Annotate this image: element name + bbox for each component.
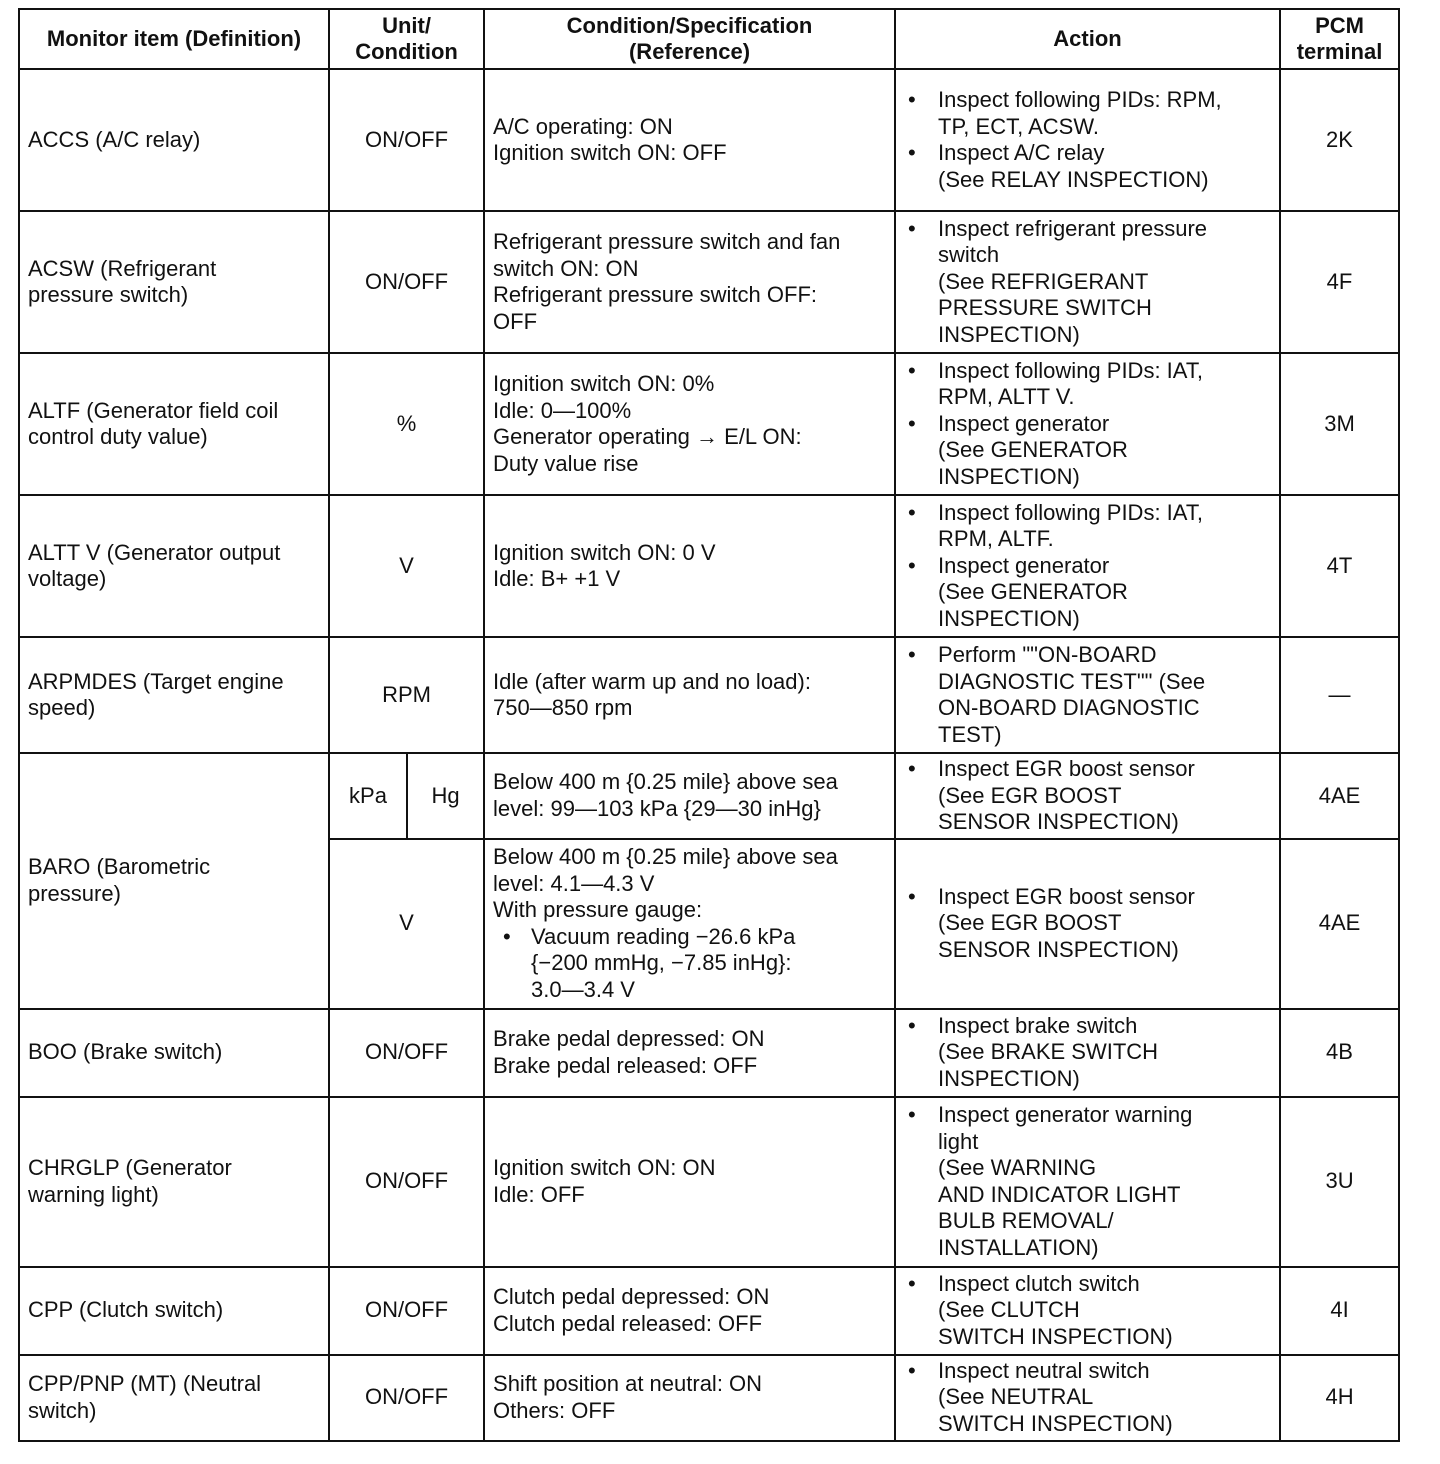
text-line: Brake pedal depressed: ON: [493, 1026, 765, 1051]
text-line: Idle: 0—100%: [493, 397, 632, 423]
text-line: Clutch pedal depressed: ON: [493, 1284, 770, 1309]
text-line: Shift position at neutral: ON: [493, 1371, 763, 1396]
text-line: ACCS (A/C relay): [28, 126, 201, 152]
action-bullet: [904, 358, 1271, 411]
text-line: TEST): [938, 721, 1002, 747]
text-line: Inspect following PIDs: IAT,: [938, 357, 1203, 383]
text-line: Refrigerant pressure switch OFF:: [493, 282, 817, 307]
unit-cell: RPM: [329, 637, 484, 753]
action-bullet-text: [938, 1102, 1271, 1261]
action-bullet-text: [938, 553, 1271, 633]
table-body-lower: [19, 1009, 1399, 1441]
action-cell: [895, 353, 1280, 495]
monitor-item-cell: [19, 1097, 329, 1267]
unit-cell: V: [329, 495, 484, 637]
monitor-item-cell: [19, 1009, 329, 1097]
text-line: pressure switch): [28, 282, 189, 307]
condition-cell: [484, 1097, 895, 1267]
text-line: pressure): [28, 880, 121, 906]
unit-cell: ON/OFF: [329, 1355, 484, 1441]
action-bullet: [904, 553, 1271, 633]
text-line: RPM, ALTF.: [938, 526, 1054, 552]
baro-condition-v-bullet-text: [531, 924, 886, 1004]
text-line: ALTT V (Generator output: [28, 539, 281, 565]
text-line: Below 400 m {0.25 mile} above sea: [493, 769, 838, 795]
text-line: BOO (Brake switch): [28, 1039, 223, 1065]
pcm-terminal-cell: 3U: [1280, 1097, 1399, 1267]
unit-cell: ON/OFF: [329, 69, 484, 211]
monitor-item-cell: [19, 211, 329, 353]
header-condition-specification: [484, 9, 895, 69]
baro-condition-v-lines: [493, 844, 886, 924]
unit-cell: ON/OFF: [329, 211, 484, 353]
monitor-item-cell: [19, 69, 329, 211]
text-line: speed): [28, 695, 96, 720]
pcm-terminal-cell: 4I: [1280, 1267, 1399, 1355]
pcm-terminal-cell: 4H: [1280, 1355, 1399, 1441]
condition-cell: [484, 1009, 895, 1097]
action-cell: [895, 211, 1280, 353]
baro-condition-v-bullet: [493, 924, 886, 1004]
action-cell: [895, 495, 1280, 637]
pid-monitor-table: [18, 8, 1400, 1442]
text-line: Inspect brake switch: [938, 1012, 1138, 1038]
bullet-dot: •: [908, 756, 916, 781]
action-bullet-text: [938, 1013, 1271, 1093]
action-cell: [895, 1355, 1280, 1441]
monitor-item-cell: [19, 1267, 329, 1355]
bullet-dot: •: [908, 215, 916, 241]
text-line: Duty value rise: [493, 450, 639, 476]
baro-action-kpa: [895, 753, 1280, 839]
condition-cell: [484, 1267, 895, 1355]
text-line: (See GENERATOR: [938, 437, 1128, 463]
header-action: [895, 9, 1280, 69]
action-bullet: [904, 216, 1271, 349]
monitor-item-cell: [19, 495, 329, 637]
header-unit-condition: [329, 9, 484, 69]
action-bullet: [904, 1013, 1271, 1093]
condition-cell: [484, 637, 895, 753]
monitor-item-cell: [19, 353, 329, 495]
pcm-terminal-cell: 4F: [1280, 211, 1399, 353]
condition-cell: [484, 211, 895, 353]
text-line: INSPECTION): [938, 321, 1080, 347]
text-line: Inspect clutch switch: [938, 1270, 1140, 1296]
text-line: Inspect refrigerant pressure: [938, 215, 1208, 241]
baro-unit-kpa: kPa: [329, 753, 407, 839]
text-line: CPP/PNP (MT) (Neutral: [28, 1371, 262, 1396]
bullet-dot: •: [908, 140, 916, 165]
table-row-baro-kpa: [19, 753, 1399, 839]
text-line: (See EGR BOOST: [938, 910, 1122, 936]
text-line: ALTF (Generator field coil: [28, 397, 279, 423]
text-line: Action: [1053, 26, 1122, 51]
unit-cell: ON/OFF: [329, 1009, 484, 1097]
text-line: Condition: [355, 39, 458, 64]
text-line: Monitor item (Definition): [46, 26, 302, 51]
bullet-dot: •: [908, 1357, 916, 1383]
text-line: ON-BOARD DIAGNOSTIC: [938, 695, 1200, 720]
text-line: switch: [938, 242, 1000, 268]
text-line: BULB REMOVAL/: [938, 1208, 1114, 1233]
text-line: SWITCH INSPECTION): [938, 1410, 1173, 1436]
bullet-dot: •: [908, 1270, 916, 1296]
table-row-chrglp: [19, 1097, 1399, 1267]
text-line: SWITCH INSPECTION): [938, 1323, 1173, 1349]
bullet-dot: •: [908, 357, 916, 383]
bullet-dot: •: [908, 87, 916, 112]
text-line: (See REFRIGERANT: [938, 268, 1149, 294]
condition-cell: [484, 495, 895, 637]
action-cell: [895, 1267, 1280, 1355]
table-row-altf: [19, 353, 1399, 495]
table-row-arpmdes: [19, 637, 1399, 753]
text-line: PRESSURE SWITCH: [938, 295, 1152, 321]
action-bullet: [904, 884, 1271, 964]
text-line: Ignition switch ON: OFF: [493, 140, 727, 165]
pcm-terminal-cell: 3M: [1280, 353, 1399, 495]
text-line: Ignition switch ON: ON: [493, 1155, 716, 1180]
header-monitor-item: [19, 9, 329, 69]
text-line: Clutch pedal released: OFF: [493, 1310, 763, 1336]
action-bullet-text: [938, 411, 1271, 491]
pcm-terminal-cell: 4T: [1280, 495, 1399, 637]
text-line: Perform ""ON-BOARD: [938, 642, 1157, 667]
text-line: (See WARNING: [938, 1155, 1097, 1180]
action-cell: [895, 1009, 1280, 1097]
header-pcm-terminal: [1280, 9, 1399, 69]
text-line: (See GENERATOR: [938, 579, 1128, 605]
action-bullet: [904, 87, 1271, 140]
action-bullet-text: [938, 500, 1271, 553]
action-cell: [895, 637, 1280, 753]
action-bullet: [904, 1358, 1271, 1438]
text-line: Inspect following PIDs: IAT,: [938, 499, 1203, 525]
text-line: Idle (after warm up and no load):: [493, 668, 811, 694]
baro-monitor-item: [19, 753, 329, 1009]
unit-cell: %: [329, 353, 484, 495]
text-line: control duty value): [28, 424, 208, 449]
text-line: Inspect following PIDs: RPM,: [938, 87, 1222, 112]
table-row-altt: [19, 495, 1399, 637]
text-line: Inspect neutral switch: [938, 1357, 1150, 1383]
text-line: level: 99—103 kPa {29—30 inHg}: [493, 795, 821, 821]
text-line: AND INDICATOR LIGHT: [938, 1181, 1181, 1207]
bullet-dot: •: [908, 499, 916, 525]
action-bullet-text: [938, 87, 1271, 140]
text-line: Vacuum reading −26.6 kPa: [531, 923, 796, 949]
text-line: light: [938, 1128, 979, 1154]
action-bullet-text: [938, 756, 1271, 836]
condition-cell: [484, 69, 895, 211]
text-line: Unit/: [382, 13, 431, 38]
action-bullet: [904, 642, 1271, 748]
text-line: (See NEUTRAL: [938, 1384, 1094, 1410]
table-row-acsw: [19, 211, 1399, 353]
pcm-terminal-cell: 2K: [1280, 69, 1399, 211]
text-line: PCM: [1315, 13, 1364, 38]
text-line: switch ON: ON: [493, 255, 639, 281]
pid-monitor-page: [18, 8, 1400, 1442]
table-row-cpp: [19, 1267, 1399, 1355]
text-line: Ignition switch ON: 0%: [493, 371, 715, 396]
text-line: (Reference): [628, 39, 751, 64]
text-line: Inspect EGR boost sensor: [938, 883, 1195, 909]
bullet-dot: •: [908, 552, 916, 578]
text-line: SENSOR INSPECTION): [938, 809, 1179, 834]
text-line: switch): [28, 1397, 97, 1423]
table-body-upper: [19, 69, 1399, 753]
table-row-boo: [19, 1009, 1399, 1097]
bullet-dot: •: [908, 642, 916, 667]
baro-unit-v: V: [329, 839, 484, 1009]
unit-cell: ON/OFF: [329, 1097, 484, 1267]
bullet-dot: •: [503, 923, 511, 949]
bullet-dot: •: [908, 883, 916, 909]
text-line: Idle: B+ +1 V: [493, 566, 621, 591]
unit-cell: ON/OFF: [329, 1267, 484, 1355]
text-line: With pressure gauge:: [493, 897, 703, 922]
bullet-dot: •: [908, 1012, 916, 1038]
text-line: warning light): [28, 1181, 159, 1207]
text-line: CHRGLP (Generator: [28, 1155, 232, 1180]
text-line: RPM, ALTT V.: [938, 384, 1075, 410]
table-row-cpp-pnp: [19, 1355, 1399, 1441]
action-bullet-text: [938, 140, 1271, 193]
text-line: Inspect A/C relay: [938, 140, 1105, 165]
text-line: level: 4.1—4.3 V: [493, 870, 655, 896]
text-line: Idle: OFF: [493, 1181, 585, 1207]
text-line: (See RELAY INSPECTION): [938, 166, 1209, 192]
text-line: OFF: [493, 308, 538, 334]
action-bullet-text: [938, 216, 1271, 349]
text-line: INSTALLATION): [938, 1234, 1099, 1260]
text-line: terminal: [1296, 39, 1383, 64]
text-line: Inspect generator: [938, 410, 1110, 436]
action-bullet-text: [938, 884, 1271, 964]
text-line: voltage): [28, 566, 107, 591]
table-row-accs: [19, 69, 1399, 211]
text-line: Condition/Specification: [566, 13, 813, 38]
monitor-item-cell: [19, 637, 329, 753]
action-bullet-text: [938, 1358, 1271, 1438]
action-bullet: [904, 1102, 1271, 1261]
text-line: Ignition switch ON: 0 V: [493, 539, 716, 565]
text-line: (See CLUTCH: [938, 1297, 1080, 1323]
action-bullet: [904, 500, 1271, 553]
pcm-terminal-cell: —: [1280, 637, 1399, 753]
action-bullet-text: [938, 1271, 1271, 1351]
bullet-dot: •: [908, 1102, 916, 1127]
table-body-baro: [19, 753, 1399, 1009]
baro-unit-hg: Hg: [407, 753, 484, 839]
text-line: (See BRAKE SWITCH: [938, 1039, 1159, 1065]
text-line: INSPECTION): [938, 1065, 1080, 1091]
text-line: A/C operating: ON: [493, 113, 673, 139]
pcm-terminal-cell: 4B: [1280, 1009, 1399, 1097]
text-line: TP, ECT, ACSW.: [938, 113, 1099, 139]
text-line: INSPECTION): [938, 463, 1080, 489]
table-header-row: [19, 9, 1399, 69]
text-line: DIAGNOSTIC TEST"" (See: [938, 668, 1206, 694]
text-line: (See EGR BOOST: [938, 782, 1122, 808]
text-line: ARPMDES (Target engine: [28, 668, 284, 694]
text-line: Inspect EGR boost sensor: [938, 756, 1195, 781]
baro-terminal-v: 4AE: [1280, 839, 1399, 1009]
action-bullet: [904, 756, 1271, 836]
text-line: ACSW (Refrigerant: [28, 255, 217, 281]
bullet-dot: •: [908, 410, 916, 436]
action-bullet-text: [938, 642, 1271, 748]
text-line: CPP (Clutch switch): [28, 1297, 224, 1323]
action-cell: [895, 69, 1280, 211]
action-bullet: [904, 140, 1271, 193]
baro-terminal-kpa: 4AE: [1280, 753, 1399, 839]
text-line: BARO (Barometric: [28, 854, 211, 880]
text-line: SENSOR INSPECTION): [938, 936, 1179, 962]
condition-cell: [484, 1355, 895, 1441]
monitor-item-cell: [19, 1355, 329, 1441]
text-line: Brake pedal released: OFF: [493, 1052, 758, 1078]
action-cell: [895, 1097, 1280, 1267]
action-bullet: [904, 411, 1271, 491]
text-line: Others: OFF: [493, 1397, 616, 1423]
text-line: Generator operating → E/L ON:: [493, 424, 802, 449]
text-line: Below 400 m {0.25 mile} above sea: [493, 844, 838, 869]
text-line: INSPECTION): [938, 605, 1080, 631]
text-line: 3.0—3.4 V: [531, 976, 635, 1002]
text-line: 750—850 rpm: [493, 695, 633, 720]
action-bullet-text: [938, 358, 1271, 411]
action-bullet: [904, 1271, 1271, 1351]
text-line: Inspect generator warning: [938, 1102, 1193, 1127]
text-line: Inspect generator: [938, 552, 1110, 578]
text-line: {−200 mmHg, −7.85 inHg}:: [531, 950, 792, 975]
baro-action-v: [895, 839, 1280, 1009]
condition-cell: [484, 353, 895, 495]
baro-condition-kpa: [484, 753, 895, 839]
text-line: Refrigerant pressure switch and fan: [493, 229, 841, 254]
baro-condition-v: [484, 839, 895, 1009]
